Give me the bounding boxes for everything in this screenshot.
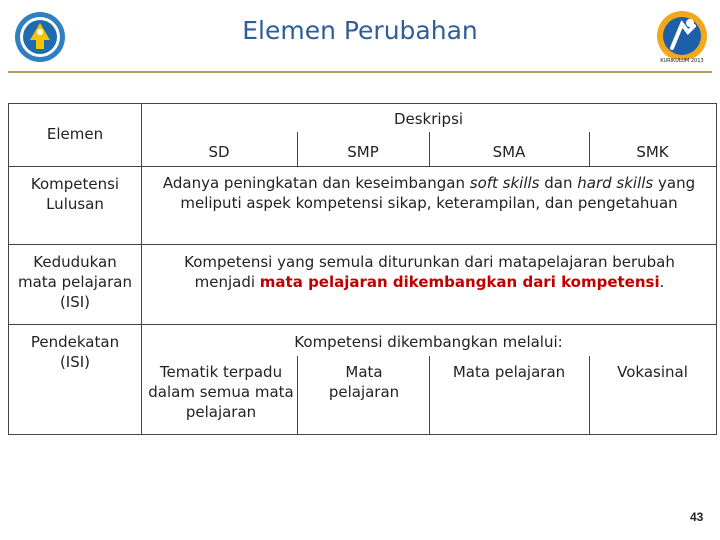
- logo-right-text: KURIKULUM 2013: [660, 58, 704, 64]
- row-heading-pendekatan: Kompetensi dikembangkan melalui:: [294, 333, 563, 351]
- level-sma: SMA: [492, 143, 526, 161]
- row-desc-kompetensi-lulusan: Adanya peningkatan dan keseimbangan soft skills dan hard skills yang meliputi aspek kompetensi sikap, keterampilan, dan pengetahuan: [162, 174, 696, 212]
- row-label-kompetensi-lulusan: Kompetensi Lulusan: [30, 175, 120, 213]
- page-number: 43: [690, 510, 704, 524]
- level-smp: SMP: [347, 143, 379, 161]
- title-divider: [8, 71, 712, 73]
- page-title: Elemen Perubahan: [242, 16, 478, 45]
- kurikulum-2013-logo: [654, 10, 710, 68]
- row-label-pendekatan: Pendekatan (ISI): [30, 333, 120, 371]
- pendekatan-sd: Tematik terpadu dalam semua mata pelajaran: [148, 363, 294, 421]
- level-sd: SD: [208, 143, 230, 161]
- row-label-kedudukan-mapel: Kedudukan mata pelajaran (ISI): [18, 253, 132, 311]
- pendekatan-sma: Mata pelajaran: [452, 363, 566, 381]
- elemen-perubahan-table: [8, 103, 717, 435]
- pendekatan-smk: Vokasinal: [617, 363, 688, 381]
- header-elemen: Elemen: [46, 125, 104, 143]
- level-smk: SMK: [636, 143, 669, 161]
- pendekatan-smp: Mata pelajaran: [328, 363, 400, 401]
- header-deskripsi: Deskripsi: [393, 110, 464, 128]
- row-desc-kedudukan-mapel: Kompetensi yang semula diturunkan dari matapelajaran berubah menjadi mata pelajaran dikembangkan dari kompetensi.: [184, 253, 675, 291]
